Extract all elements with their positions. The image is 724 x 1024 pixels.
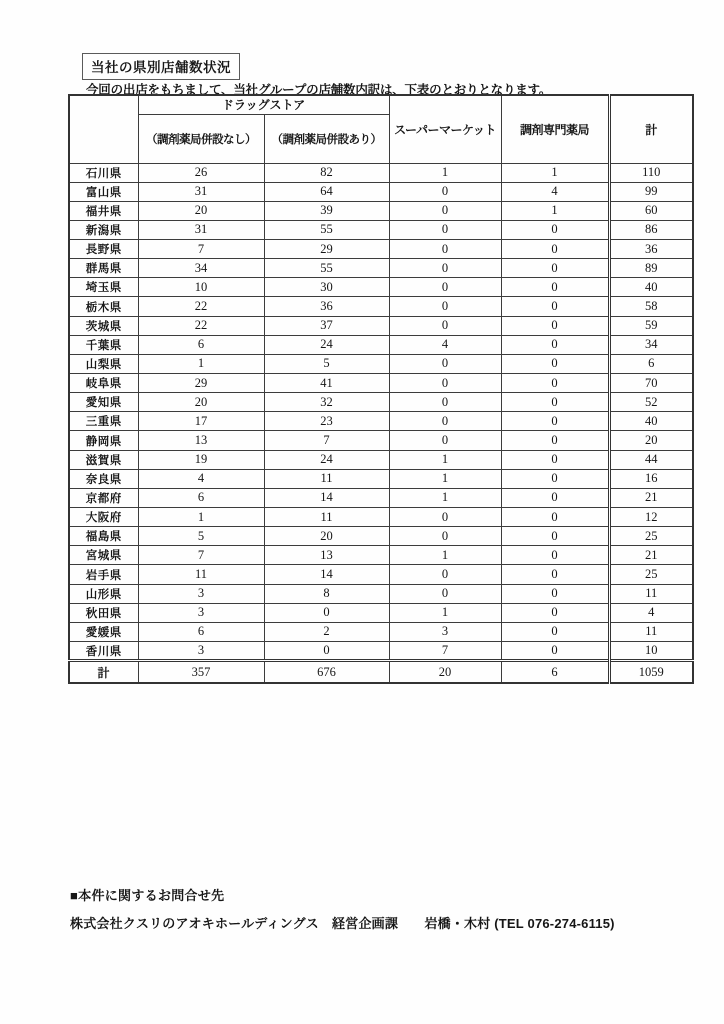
count-cell: 70 <box>609 374 693 393</box>
count-cell: 89 <box>609 259 693 278</box>
table-row <box>69 354 693 373</box>
prefecture-name: 福井県 <box>69 201 138 220</box>
count-cell: 110 <box>609 163 693 182</box>
prefecture-name: 富山県 <box>69 182 138 201</box>
count-cell: 6 <box>138 488 264 507</box>
count-cell: 0 <box>501 335 609 354</box>
count-cell: 11 <box>609 622 693 641</box>
prefecture-name: 香川県 <box>69 642 138 661</box>
prefecture-name: 栃木県 <box>69 297 138 316</box>
count-cell: 17 <box>138 412 264 431</box>
count-cell: 58 <box>609 297 693 316</box>
table-row <box>69 622 693 641</box>
count-cell: 1 <box>389 488 501 507</box>
count-cell: 21 <box>609 546 693 565</box>
table-row <box>69 374 693 393</box>
total-row <box>69 661 693 684</box>
count-cell: 14 <box>264 565 389 584</box>
count-cell: 82 <box>264 163 389 182</box>
count-cell: 0 <box>389 259 501 278</box>
table-row <box>69 201 693 220</box>
table-row <box>69 565 693 584</box>
prefecture-name: 茨城県 <box>69 316 138 335</box>
count-cell: 8 <box>264 584 389 603</box>
count-cell: 25 <box>609 527 693 546</box>
prefecture-name: 岩手県 <box>69 565 138 584</box>
prefecture-name: 岐阜県 <box>69 374 138 393</box>
table-row <box>69 278 693 297</box>
count-cell: 0 <box>389 565 501 584</box>
count-cell: 0 <box>389 220 501 239</box>
table-row <box>69 259 693 278</box>
count-cell: 40 <box>609 278 693 297</box>
count-cell: 0 <box>501 240 609 259</box>
prefecture-name: 千葉県 <box>69 335 138 354</box>
count-cell: 44 <box>609 450 693 469</box>
count-cell: 3 <box>138 603 264 622</box>
count-cell: 37 <box>264 316 389 335</box>
prefecture-name: 三重県 <box>69 412 138 431</box>
header-supermarket: スーパーマーケット <box>389 95 501 163</box>
count-cell: 29 <box>264 240 389 259</box>
count-cell: 3 <box>138 584 264 603</box>
table-row <box>69 182 693 201</box>
count-cell: 0 <box>389 431 501 450</box>
count-cell: 0 <box>389 374 501 393</box>
contact-heading: ■本件に関するお問合せ先 <box>70 888 225 903</box>
header-drugstore: ドラッグストア <box>138 95 389 114</box>
count-cell: 7 <box>389 642 501 661</box>
count-cell: 1059 <box>609 661 693 684</box>
count-cell: 25 <box>609 565 693 584</box>
count-cell: 0 <box>389 316 501 335</box>
count-cell: 0 <box>389 584 501 603</box>
count-cell: 1 <box>389 163 501 182</box>
count-cell: 4 <box>609 603 693 622</box>
prefecture-name: 新潟県 <box>69 220 138 239</box>
count-cell: 99 <box>609 182 693 201</box>
count-cell: 0 <box>501 642 609 661</box>
count-cell: 0 <box>389 508 501 527</box>
count-cell: 0 <box>501 565 609 584</box>
count-cell: 1 <box>389 450 501 469</box>
count-cell: 0 <box>264 603 389 622</box>
count-cell: 0 <box>501 508 609 527</box>
store-count-table <box>68 94 694 684</box>
prefecture-name: 愛媛県 <box>69 622 138 641</box>
count-cell: 31 <box>138 182 264 201</box>
count-cell: 11 <box>264 469 389 488</box>
prefecture-name: 奈良県 <box>69 469 138 488</box>
count-cell: 4 <box>389 335 501 354</box>
count-cell: 0 <box>501 316 609 335</box>
count-cell: 0 <box>389 278 501 297</box>
count-cell: 676 <box>264 661 389 684</box>
table-row <box>69 603 693 622</box>
header-total: 計 <box>609 95 693 163</box>
count-cell: 6 <box>138 622 264 641</box>
count-cell: 29 <box>138 374 264 393</box>
intro-text: 今回の出店をもちまして、当社グループの店舗数内訳は、下表のとおりとなります。 <box>86 83 552 97</box>
count-cell: 20 <box>264 527 389 546</box>
table-row <box>69 220 693 239</box>
count-cell: 4 <box>501 182 609 201</box>
count-cell: 5 <box>138 527 264 546</box>
count-cell: 60 <box>609 201 693 220</box>
count-cell: 20 <box>389 661 501 684</box>
count-cell: 1 <box>138 354 264 373</box>
header-drugstore-no-pharmacy: （調剤薬局併設なし） <box>138 114 264 163</box>
prefecture-name: 福島県 <box>69 527 138 546</box>
prefecture-name: 石川県 <box>69 163 138 182</box>
count-cell: 86 <box>609 220 693 239</box>
count-cell: 30 <box>264 278 389 297</box>
count-cell: 3 <box>138 642 264 661</box>
count-cell: 16 <box>609 469 693 488</box>
count-cell: 0 <box>501 546 609 565</box>
count-cell: 14 <box>264 488 389 507</box>
count-cell: 34 <box>138 259 264 278</box>
table-row <box>69 488 693 507</box>
prefecture-name: 京都府 <box>69 488 138 507</box>
count-cell: 5 <box>264 354 389 373</box>
count-cell: 7 <box>138 546 264 565</box>
count-cell: 2 <box>264 622 389 641</box>
prefecture-name: 静岡県 <box>69 431 138 450</box>
count-cell: 6 <box>609 354 693 373</box>
count-cell: 1 <box>138 508 264 527</box>
count-cell: 39 <box>264 201 389 220</box>
count-cell: 0 <box>501 297 609 316</box>
count-cell: 36 <box>264 297 389 316</box>
count-cell: 32 <box>264 393 389 412</box>
count-cell: 26 <box>138 163 264 182</box>
count-cell: 22 <box>138 316 264 335</box>
count-cell: 31 <box>138 220 264 239</box>
total-row-label: 計 <box>69 661 138 684</box>
count-cell: 7 <box>264 431 389 450</box>
count-cell: 24 <box>264 335 389 354</box>
count-cell: 20 <box>609 431 693 450</box>
count-cell: 52 <box>609 393 693 412</box>
count-cell: 10 <box>138 278 264 297</box>
count-cell: 40 <box>609 412 693 431</box>
table-row <box>69 240 693 259</box>
header-drugstore-with-pharmacy: （調剤薬局併設あり） <box>264 114 389 163</box>
count-cell: 55 <box>264 220 389 239</box>
count-cell: 6 <box>138 335 264 354</box>
contact-section <box>70 885 615 932</box>
table-row <box>69 335 693 354</box>
prefecture-name: 宮城県 <box>69 546 138 565</box>
count-cell: 7 <box>138 240 264 259</box>
count-cell: 0 <box>501 220 609 239</box>
count-cell: 0 <box>501 469 609 488</box>
count-cell: 0 <box>389 201 501 220</box>
count-cell: 1 <box>501 201 609 220</box>
prefecture-name: 群馬県 <box>69 259 138 278</box>
count-cell: 20 <box>138 393 264 412</box>
count-cell: 19 <box>138 450 264 469</box>
prefecture-name: 大阪府 <box>69 508 138 527</box>
count-cell: 0 <box>501 354 609 373</box>
table-row <box>69 316 693 335</box>
count-cell: 6 <box>501 661 609 684</box>
count-cell: 0 <box>389 354 501 373</box>
count-cell: 0 <box>501 527 609 546</box>
count-cell: 11 <box>609 584 693 603</box>
header-row-group <box>69 95 693 114</box>
prefecture-name: 長野県 <box>69 240 138 259</box>
corner-cell <box>69 95 138 163</box>
count-cell: 24 <box>264 450 389 469</box>
count-cell: 12 <box>609 508 693 527</box>
count-cell: 64 <box>264 182 389 201</box>
count-cell: 20 <box>138 201 264 220</box>
count-cell: 0 <box>389 393 501 412</box>
count-cell: 0 <box>389 182 501 201</box>
table-row <box>69 431 693 450</box>
count-cell: 13 <box>264 546 389 565</box>
count-cell: 1 <box>501 163 609 182</box>
count-cell: 0 <box>389 412 501 431</box>
count-cell: 21 <box>609 488 693 507</box>
table-row <box>69 527 693 546</box>
count-cell: 13 <box>138 431 264 450</box>
count-cell: 0 <box>501 488 609 507</box>
count-cell: 36 <box>609 240 693 259</box>
table-row <box>69 584 693 603</box>
table-row <box>69 393 693 412</box>
prefecture-name: 愛知県 <box>69 393 138 412</box>
table-row <box>69 163 693 182</box>
prefecture-name: 山梨県 <box>69 354 138 373</box>
count-cell: 0 <box>501 412 609 431</box>
count-cell: 357 <box>138 661 264 684</box>
page-title: 当社の県別店舗数状況 <box>82 53 240 80</box>
count-cell: 10 <box>609 642 693 661</box>
table-row <box>69 642 693 661</box>
header-dispensing-pharmacy: 調剤専門薬局 <box>501 95 609 163</box>
count-cell: 0 <box>501 278 609 297</box>
count-cell: 0 <box>501 393 609 412</box>
count-cell: 59 <box>609 316 693 335</box>
count-cell: 11 <box>138 565 264 584</box>
table-row <box>69 297 693 316</box>
count-cell: 0 <box>501 450 609 469</box>
count-cell: 0 <box>501 259 609 278</box>
count-cell: 0 <box>501 622 609 641</box>
count-cell: 0 <box>501 603 609 622</box>
count-cell: 0 <box>501 584 609 603</box>
count-cell: 0 <box>389 527 501 546</box>
count-cell: 0 <box>501 374 609 393</box>
table-row <box>69 508 693 527</box>
count-cell: 41 <box>264 374 389 393</box>
prefecture-name: 秋田県 <box>69 603 138 622</box>
count-cell: 22 <box>138 297 264 316</box>
count-cell: 0 <box>389 240 501 259</box>
count-cell: 34 <box>609 335 693 354</box>
count-cell: 0 <box>264 642 389 661</box>
prefecture-name: 滋賀県 <box>69 450 138 469</box>
prefecture-name: 埼玉県 <box>69 278 138 297</box>
table-row <box>69 450 693 469</box>
count-cell: 4 <box>138 469 264 488</box>
count-cell: 1 <box>389 546 501 565</box>
table-row <box>69 469 693 488</box>
count-cell: 0 <box>389 297 501 316</box>
count-cell: 0 <box>501 431 609 450</box>
table-row <box>69 412 693 431</box>
count-cell: 11 <box>264 508 389 527</box>
contact-line: 株式会社クスリのアオキホールディングス 経営企画課 岩橋・木村 (TEL 076-274-6115) <box>70 916 615 931</box>
count-cell: 1 <box>389 469 501 488</box>
count-cell: 1 <box>389 603 501 622</box>
table-row <box>69 546 693 565</box>
count-cell: 55 <box>264 259 389 278</box>
count-cell: 23 <box>264 412 389 431</box>
table-body <box>69 163 693 683</box>
count-cell: 3 <box>389 622 501 641</box>
prefecture-name: 山形県 <box>69 584 138 603</box>
